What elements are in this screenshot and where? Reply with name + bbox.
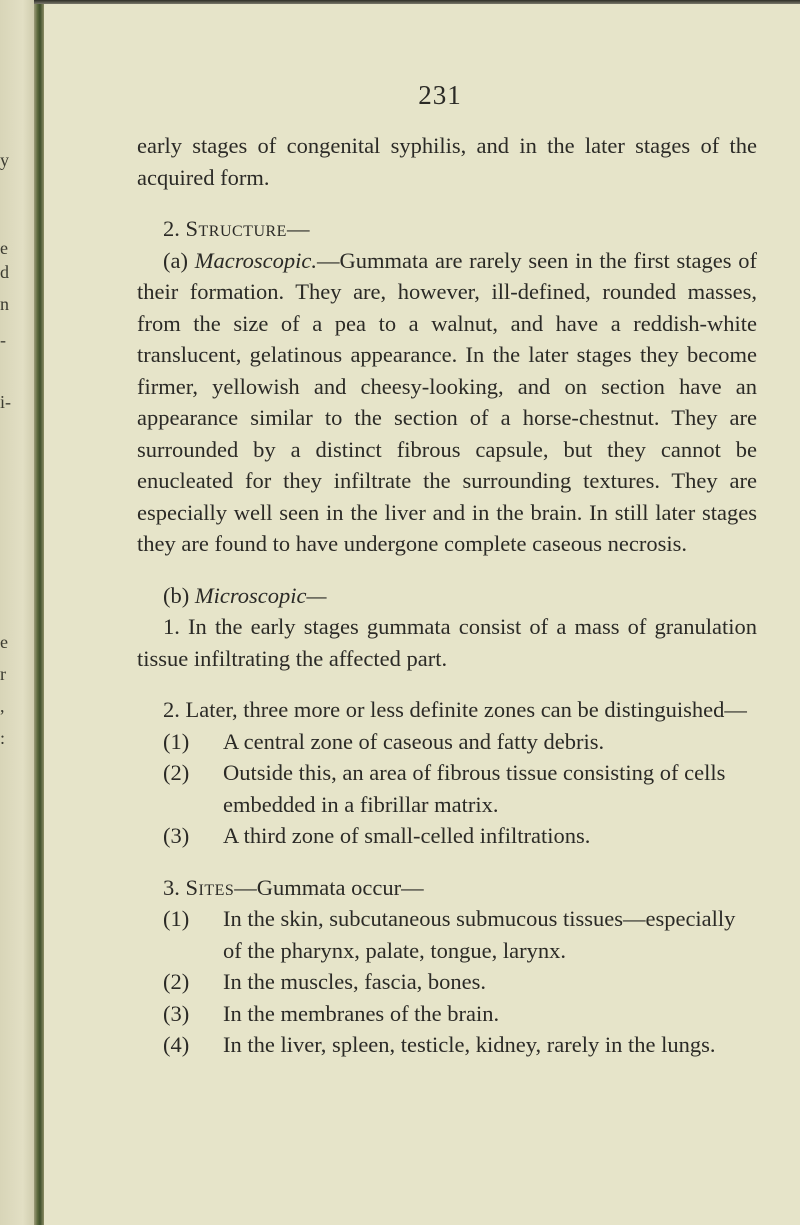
zone-item — [163, 757, 757, 820]
microscopic-point-2: 2. Later, three more or less definite zones can be distinguished— — [163, 697, 747, 722]
gutter-mark: - — [0, 330, 6, 350]
macroscopic-text: —Gummata are rarely seen in the first stages of their formation. They are, however, ill-defined, rounded masses, from the size of a pea to a walnut, and have a reddish-white translucent, gelatinous appearance. In the later stages they become firmer, yellowish and cheesy-looking, and on section have an appearance similar to the section of a horse-chestnut. They are surrounded by a distinct fibrous capsule, but they cannot be enucleated for they infiltrate the surrounding textures. They are especially well seen in the liver and in the brain. In still later stages they are found to have undergone complete caseous necrosis. — [137, 247, 758, 556]
sites-heading-rest: —Gummata occur— — [234, 874, 424, 900]
structure-heading-text: Structure— — [185, 216, 310, 241]
site-number: (1) — [163, 906, 190, 931]
sites-heading-text: Sites — [185, 874, 235, 900]
left-page-gutter — [0, 0, 38, 1225]
microscopic-point-1: 1. In the early stages gummata consist of a mass of granulation tissue infiltrating the affected part. — [137, 614, 757, 671]
zone-text: Outside this, an area of fibrous tissue consisting of cells embedded in a fibrillar matrix. — [223, 760, 726, 817]
zone-text: A central zone of caseous and fatty debris. — [223, 728, 605, 754]
site-number: (3) — [163, 1000, 190, 1026]
page-body — [137, 130, 757, 1061]
site-text: In the membranes of the brain. — [223, 1000, 500, 1026]
site-item — [163, 1029, 757, 1061]
site-item — [163, 966, 757, 998]
gutter-mark: e — [0, 238, 8, 258]
microscopic-heading — [137, 580, 757, 612]
page-top-edge — [34, 0, 800, 4]
macroscopic-label: (a) — [163, 247, 188, 273]
site-text: In the liver, spleen, testicle, kidney, rarely in the lungs. — [223, 1032, 716, 1057]
zone-item — [163, 820, 757, 852]
macroscopic-paragraph — [137, 245, 757, 560]
sites-heading-number: 3. — [163, 874, 180, 900]
gutter-mark: n — [0, 294, 9, 314]
site-text: In the skin, subcutaneous submucous tissues—especially of the pharynx, palate, tongue, larynx. — [223, 906, 736, 963]
gutter-mark: y — [0, 150, 9, 170]
intro-paragraph: early stages of congenital syphilis, and in the later stages of the acquired form. — [137, 133, 757, 190]
microscopic-term: Microscopic— — [194, 582, 327, 608]
zone-number: (2) — [163, 760, 190, 785]
structure-heading — [137, 213, 757, 245]
structure-heading-number: 2. — [163, 216, 180, 241]
zone-text: A third zone of small-celled infiltrations. — [223, 823, 591, 848]
gutter-mark: i- — [0, 392, 11, 412]
zone-number: (3) — [163, 823, 190, 848]
gutter-mark: r — [0, 664, 6, 684]
gutter-mark: : — [0, 728, 6, 748]
site-text: In the muscles, fascia, bones. — [223, 969, 487, 994]
gutter-mark: e — [0, 632, 8, 652]
zone-item — [163, 726, 757, 758]
site-item — [163, 998, 757, 1030]
book-spine-shadow — [34, 0, 44, 1225]
gutter-mark: d — [0, 262, 9, 282]
site-number: (4) — [163, 1032, 190, 1057]
microscopic-label: (b) — [163, 582, 190, 608]
sites-heading — [137, 872, 757, 904]
zone-number: (1) — [163, 728, 190, 754]
page-number: 231 — [418, 80, 462, 110]
macroscopic-term: Macroscopic. — [194, 247, 317, 273]
site-number: (2) — [163, 969, 190, 994]
gutter-mark: , — [0, 696, 5, 716]
site-item — [163, 903, 757, 966]
